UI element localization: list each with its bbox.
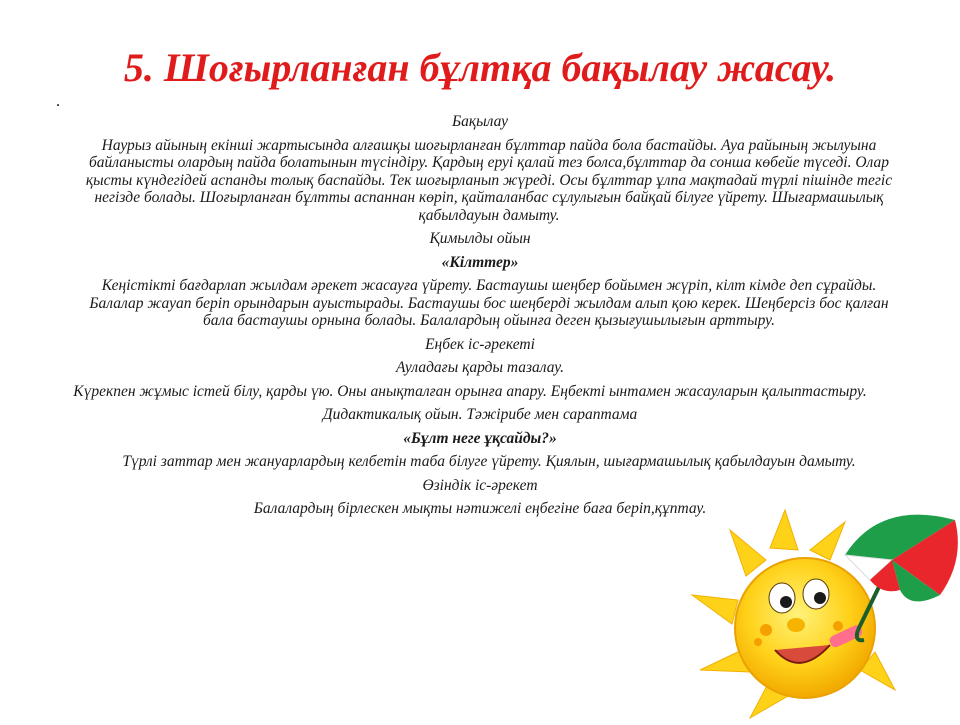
section-text-didactic: Түрлі заттар мен жануарлардың келбетін таба білуге үйрету. Қиялын, шығармашылық қабылдауын дамыту.	[122, 453, 856, 470]
section-heading-observation: Бақылау	[451, 113, 508, 130]
game-title-cloud-text: «Бұлт неге ұқсайды?»	[403, 429, 557, 447]
slide-title: 5. Шоғырланған бұлтқа бақылау жасау.	[123, 45, 837, 90]
section-text-independent: Балалардың бірлескен мықты нәтижелі еңбегіне баға беріп,құптау.	[253, 500, 707, 517]
sun-with-umbrella-icon	[670, 500, 960, 720]
section-text-active-game: Кеңістікті бағдарлап жылдам әрекет жасауға үйрету. Бастаушы шеңбер бойымен жүріп, кілт кімде деп сұрайды. Балалар жауап беріп орындарын ауыстырады. Бастаушы бос шеңберді жылдам алып қою керек. Шеңберсіз бос қалған бала бастаушы орнына болады. Балалардың ойынға деген қызығушылығын арттыру.	[89, 277, 889, 329]
bullet-point: .	[56, 93, 60, 110]
section-text-labor: Күрекпен жұмыс істей білу, қарды үю. Оны анықталған орынға апару. Еңбекті ынтамен жасауларын қалыптастыру.	[73, 382, 867, 400]
slide-content	[40, 113, 920, 524]
sun-illustration-svg	[670, 500, 960, 720]
section-heading-independent: Өзіндік іс-әрекет	[422, 476, 538, 494]
game-title-keys	[40, 254, 920, 272]
section-heading-didactic: Дидактикалық ойын. Тәжірибе мен сараптама	[322, 406, 638, 423]
section-text-observation: Наурыз айының екінші жартысында алғашқы шоғырланған бұлттар пайда бола бастайды. Ауа райының жылуына байланысты олардың пайда болатынын түсіндіру. Қардың еруі қалай тез болса,бұлттар да соншa көбейе түседі. Олар қысты күндегідей аспанды толық баспайды. Тек шоғырланып жүреді. Осы бұлттар ұлпа мақтадай түрлі пішінде тегіс негізде болады. Шоғырланған бұлтты аспаннан көріп, қайталанбас сұлулығын байқай білуге үйрету. Шығармашылық қабылдауын дамыту.	[85, 136, 893, 224]
game-title-keys-text: «Кілттер»	[441, 253, 519, 271]
section-subheading-labor: Ауладағы қарды тазалау.	[395, 359, 565, 376]
section-heading-labor: Еңбек іс-әрекеті	[425, 335, 535, 353]
section-heading-active-game: Қимылды ойын	[429, 230, 531, 247]
game-title-cloud	[40, 430, 920, 448]
